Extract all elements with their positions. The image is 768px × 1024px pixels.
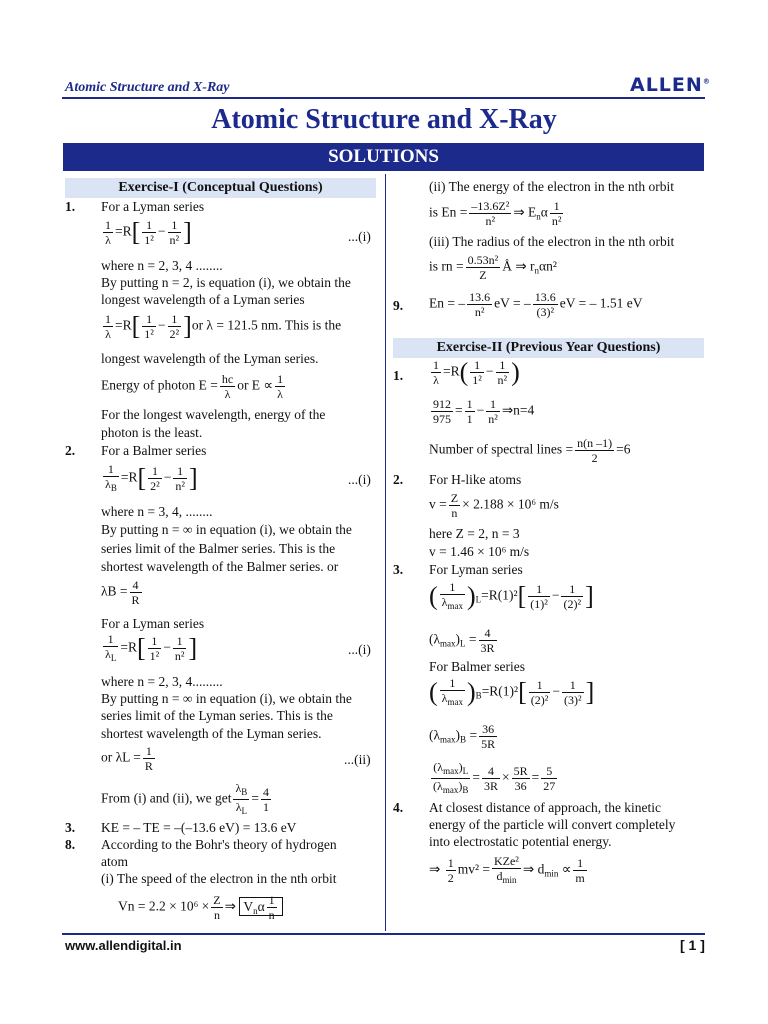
q8-speed-equation: Vn = 2.2 × 10⁶ × $\frac{Z}{n}$ ⇒ $V_n\alpha$ $\frac{1}{n}$ [118, 893, 283, 922]
e3-lyman: For Lyman series [429, 562, 523, 577]
q1-para-3: longest wavelength of the Lyman series. [101, 351, 319, 366]
q1-where: where n = 2, 3, 4 ........ [101, 258, 223, 273]
q2-number: 2. [65, 443, 76, 458]
e4-line-3: into electrostatic potential energy. [429, 834, 612, 849]
q2-where-2: where n = 2, 3, 4......... [101, 674, 223, 689]
e2-number: 2. [393, 472, 404, 487]
e3-balmer: For Balmer series [429, 659, 525, 674]
q9-number: 9. [393, 298, 404, 313]
q2-eq-tag-3: ...(ii) [344, 752, 371, 767]
q2-para-2: series limit of the Balmer series. This is the [101, 541, 336, 556]
q1-para-4: For the longest wavelength, energy of the [101, 407, 326, 422]
exercise-2-heading: Exercise-II (Previous Year Questions) [393, 338, 704, 358]
e3-lambda-b: $(\lambda_{max})_B$ = $\frac{36}{5R}$ [429, 722, 496, 751]
q1-text: For a Lyman series [101, 199, 205, 214]
q1-number: 1. [65, 199, 76, 214]
q2-para-5: series limit of the Lyman series. This is the [101, 708, 333, 723]
q2-lambda-b: λB = $\frac{4}{R}$ [101, 578, 140, 607]
q8-line-3: (i) The speed of the electron in the nth orbit [101, 871, 337, 886]
q2-para-6: shortest wavelength of the Lyman series. [101, 726, 322, 741]
r-line-1: (ii) The energy of the electron in the nth orbit [429, 179, 675, 194]
q8-number: 8. [65, 837, 76, 852]
e3-ratio: $\frac{(\lambda_{max})_L}{(\lambda_{max})_B}$ = $\frac{4}{3R}$ × $\frac{5R}{36}$ = $\frac{5}{27}$ [433, 760, 556, 795]
e3-number: 3. [393, 562, 404, 577]
q3-text: KE = – TE = –(–13.6 eV) = 13.6 eV [101, 820, 297, 835]
e3-lambda-l: $(\lambda_{max})_L$ = $\frac{4}{3R}$ [429, 626, 495, 655]
q2-lyman: For a Lyman series [101, 616, 205, 631]
e2-result: v = 1.46 × 10⁶ m/s [429, 544, 530, 559]
q2-para-1: By putting n = ∞ in equation (i), we obtain the [101, 522, 352, 537]
e2-here: here Z = 2, n = 3 [429, 526, 520, 541]
q9-equation: En = – $\frac{13.6}{\text{n²}}$ eV = – $\frac{13.6}{\text{(3)²}}$ eV = – 1.51 eV [429, 290, 643, 319]
footer-url[interactable]: www.allendigital.in [65, 938, 182, 953]
running-header: Atomic Structure and X-Ray [65, 80, 230, 95]
e2-text: For H-like atoms [429, 472, 522, 487]
e1-number: 1. [393, 368, 404, 383]
allen-logo: ALLEN® [630, 74, 711, 96]
q2-equation-2: $\frac{1}{\lambda_L}$ =R[ $\frac{1}{\text{1²}}$ − $\frac{1}{\text{n²}}$ ] [105, 632, 198, 663]
q1-equation-2: $\frac{1}{\lambda}$ =R[ $\frac{1}{\text{1²}}$ − $\frac{1}{\text{2²}}$ ]or λ = 121.5 nm. This is the [105, 311, 342, 341]
q2-equation: $\frac{1}{\lambda_B}$ =R[ $\frac{1}{\text{2²}}$ − $\frac{1}{\text{n²}}$ ] [105, 462, 198, 493]
e4-equation: ⇒ $\frac{1}{2}$ mv² = $\frac{\text{KZe²}}{d_{min}}$ ⇒ $d_{min}$ ∝ $\frac{1}{m}$ [429, 854, 585, 885]
r-energy-eq: is En = $\frac{\text{–13.6Z²}}{\text{n²}}$ ⇒ $E_n\alpha$ $\frac{1}{\text{n²}}$ [429, 199, 562, 228]
e1-lines: Number of spectral lines = $\frac{n(n -1)}{2}$ =6 [429, 436, 631, 465]
e1-equation-2: $\frac{912}{975}$ = $\frac{1}{1}$ − $\frac{1}{\text{n²}}$ ⇒n=4 [433, 397, 535, 426]
exercise-1-heading: Exercise-I (Conceptual Questions) [65, 178, 376, 198]
q1-para-2: longest wavelength of a Lyman series [101, 292, 305, 307]
q3-number: 3. [65, 820, 76, 835]
q2-lambda-l: or λL = $\frac{1}{R}$ [101, 744, 153, 773]
q2-eq-tag: ...(i) [348, 472, 371, 487]
footer-rule [62, 933, 705, 935]
e1-equation: $\frac{1}{\lambda}$ =R( $\frac{1}{\text{1²}}$ − $\frac{1}{\text{n²}}$ ) [433, 357, 520, 387]
e4-line-2: energy of the particle will convert completely [429, 817, 676, 832]
e4-number: 4. [393, 800, 404, 815]
header-rule [62, 97, 705, 99]
column-divider [385, 174, 386, 931]
solutions-banner: SOLUTIONS [63, 143, 704, 171]
page-title: Atomic Structure and X-Ray [211, 104, 557, 135]
q1-para-1: By putting n = 2, is equation (i), we obtain the [101, 275, 351, 290]
q2-para-4: By putting n = ∞ in equation (i), we obtain the [101, 691, 352, 706]
r-radius-eq: is rn = $\frac{\text{0.53n²}}{Z}$ Å ⇒ $r_n\alpha n^2$ [429, 253, 557, 282]
page-number: [ 1 ] [680, 937, 705, 953]
q1-eq-tag: ...(i) [348, 229, 371, 244]
q2-para-3: shortest wavelength of the Balmer series. or [101, 559, 339, 574]
r-line-3: (iii) The radius of the electron in the nth orbit [429, 234, 675, 249]
e3-balmer-eq: ( $\frac{1}{\lambda_{max}}$ )$_B=R(1)^2$[ $\frac{1}{\text{(2)²}}$ − $\frac{1}{\text{(3)²}}$ ] [429, 676, 595, 707]
q2-where: where n = 3, 4, ........ [101, 504, 213, 519]
q1-energy: Energy of photon E = $\frac{hc}{\lambda}$ or E ∝ $\frac{1}{\lambda}$ [101, 372, 284, 401]
e2-velocity: v = $\frac{Z}{n}$ × 2.188 × 10⁶ m/s [429, 491, 559, 520]
q2-text: For a Balmer series [101, 443, 207, 458]
e4-line-1: At closest distance of approach, the kinetic [429, 800, 662, 815]
q2-eq-tag-2: ...(i) [348, 642, 371, 657]
q1-para-5: photon is the least. [101, 425, 203, 440]
q1-equation: $\frac{1}{\lambda}$ =R[ $\frac{1}{\text{1²}}$ − $\frac{1}{\text{n²}}$ ] [105, 217, 192, 247]
e3-lyman-eq: ( $\frac{1}{\lambda_{max}}$ )$_L=R(1)^2$[ $\frac{1}{\text{(1)²}}$ − $\frac{1}{\text{(2)²}}$ ] [429, 580, 594, 611]
q2-ratio: From (i) and (ii), we get $\frac{\lambda_B}{\lambda_L}$ = $\frac{4}{1}$ [101, 781, 269, 816]
q8-line-1: According to the Bohr's theory of hydrogen [101, 837, 337, 852]
q8-line-2: atom [101, 854, 128, 869]
